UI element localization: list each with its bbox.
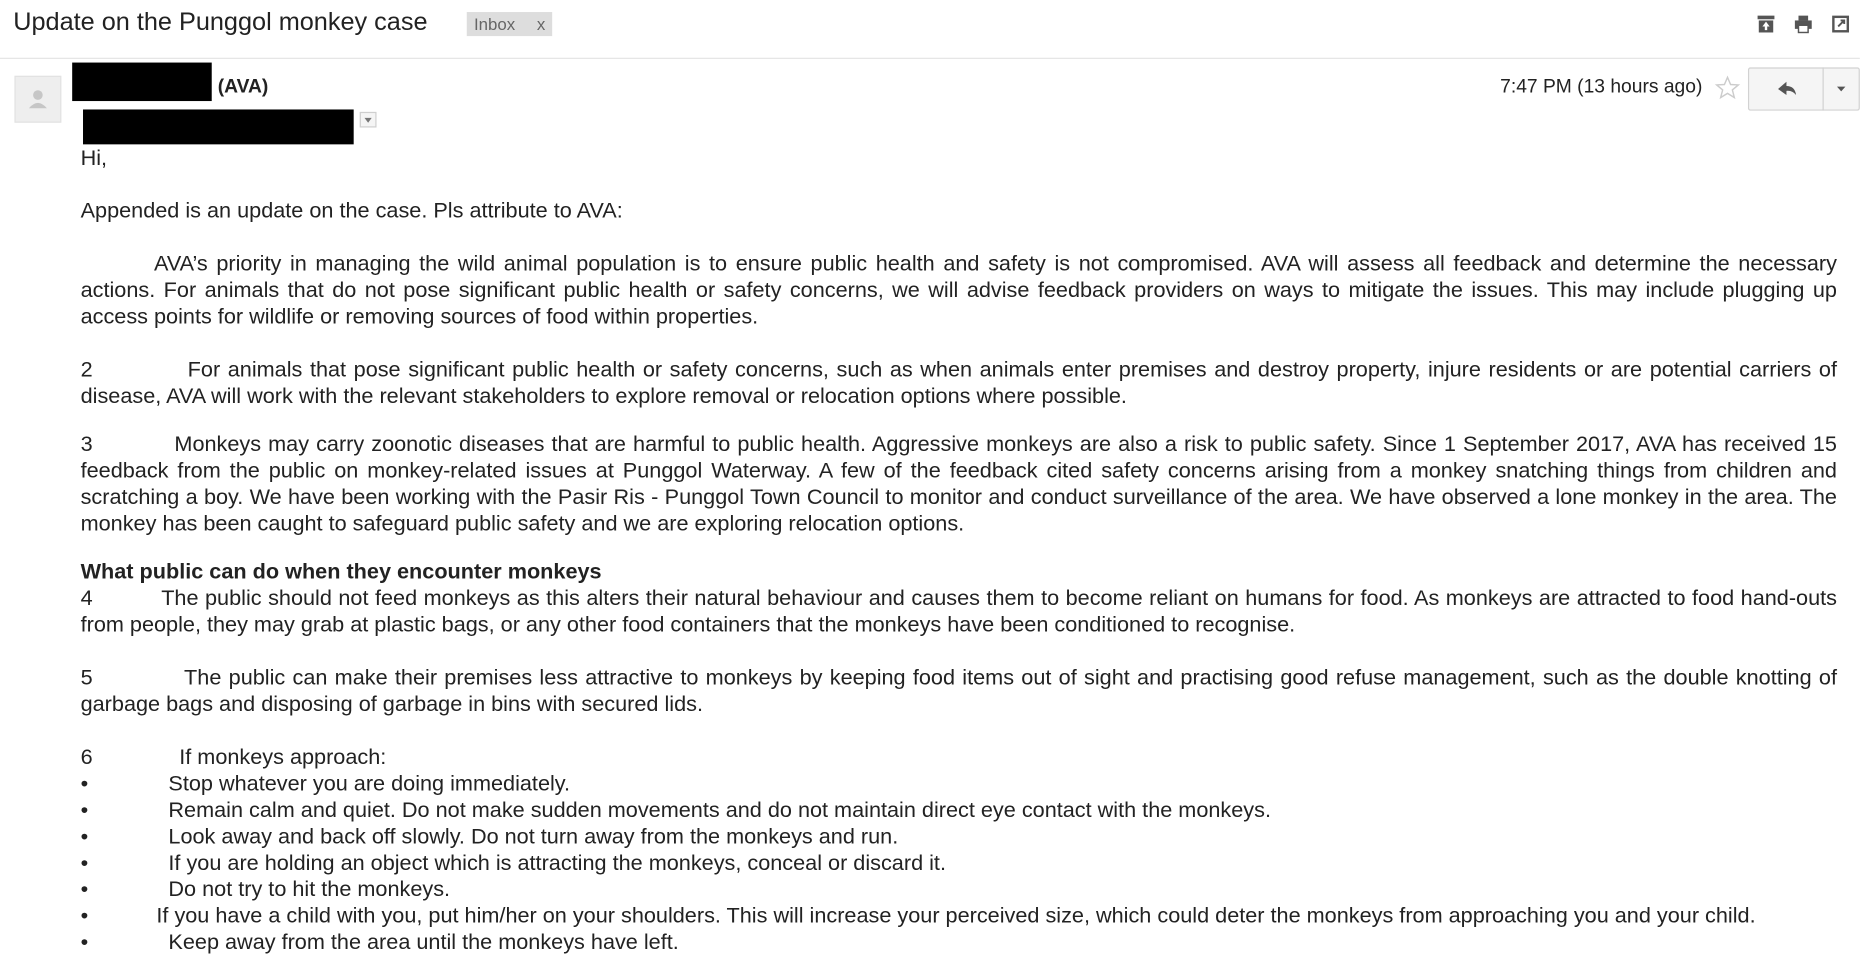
more-dropdown-icon — [1824, 69, 1859, 110]
print-icon[interactable] — [1794, 14, 1813, 33]
bullet-marker: • — [80, 797, 89, 822]
bullet-marker: • — [80, 876, 89, 902]
bullet-marker: • — [80, 929, 89, 954]
list-item — [81, 929, 1837, 955]
greeting: Hi, — [80, 145, 108, 170]
reply-icon — [1749, 69, 1822, 110]
list-item — [81, 849, 1837, 875]
sender-org: (AVA) — [217, 76, 269, 98]
paragraph-3 — [81, 431, 1837, 537]
new-window-icon[interactable] — [1831, 14, 1850, 33]
section-heading: What public can do when they encounter monkeys — [80, 559, 602, 584]
intro-line: Appended is an update on the case. Pls attribute to AVA: — [80, 198, 623, 223]
paragraph-2 — [81, 356, 1837, 409]
reply-button[interactable] — [1748, 67, 1824, 110]
paragraph-number: 2 — [80, 357, 93, 382]
subject-header — [0, 0, 1860, 59]
paragraph-number: 3 — [80, 431, 93, 456]
paragraph-4-text: The public should not feed monkeys as this alters their natural behaviour and causes them to become reliant on humans for food. As monkeys are attracted to food hand-outs from people, they may grab at plastic bags, or any other food containers that the monkeys have been conditioned to recognise. — [80, 585, 1837, 637]
paragraph-1: AVA’s priority in managing the wild animal population is to ensure public health and safety is not compromised. AVA will assess all feedback and determine the necessary actions. For animals that do not pose significant public health or safety concerns, we will advise feedback providers on ways to mitigate the issues. This may include plugging up access points for wildlife or removing sources of food within properties. — [80, 251, 1837, 329]
redacted-recipient — [83, 109, 354, 144]
star-icon[interactable] — [1714, 75, 1740, 101]
bullet-marker: • — [80, 903, 89, 928]
message-body — [81, 144, 1837, 955]
recipient-dropdown-icon — [361, 113, 375, 126]
inbox-label[interactable] — [467, 12, 553, 36]
list-item — [81, 796, 1837, 822]
avatar-icon — [16, 77, 61, 122]
list-item — [81, 770, 1837, 796]
inbox-label-text: Inbox — [473, 14, 516, 34]
list-item-text: If you are holding an object which is attracting the monkeys, conceal or discard it. — [168, 850, 946, 875]
list-item-text: Remain calm and quiet. Do not make sudden movements and do not maintain direct eye contact with the monkeys. — [168, 797, 1271, 822]
bullet-marker: • — [80, 824, 89, 849]
paragraph-number: 5 — [80, 665, 93, 690]
paragraph-6-text: If monkeys approach: — [179, 744, 387, 769]
recipient-details-button[interactable] — [360, 112, 377, 128]
archive-icon[interactable] — [1756, 14, 1775, 33]
bullet-marker: • — [80, 771, 89, 796]
list-item-text: Stop whatever you are doing immediately. — [168, 771, 571, 796]
list-item-text: If you have a child with you, put him/her on your shoulders. This will increase your perceived size, which could deter the monkeys from approaching you and your child. — [156, 903, 1756, 928]
paragraph-2-text: For animals that pose significant public health or safety concerns, such as when animals enter premises and destroy property, injure residents or are potential carriers of disease, AVA will work with the relevant stakeholders to explore removal or relocation options where possible. — [80, 357, 1837, 408]
list-item — [81, 823, 1837, 849]
paragraph-number: 6 — [80, 744, 93, 769]
list-item-text: Look away and back off slowly. Do not turn away from the monkeys and run. — [168, 824, 899, 849]
paragraph-number: 4 — [80, 585, 93, 610]
bullet-marker: • — [80, 850, 89, 875]
more-actions-button[interactable] — [1823, 67, 1860, 110]
paragraph-5-text: The public can make their premises less attractive to monkeys by keeping food items out of sight and practising good refuse management, such as the double knotting of garbage bags and disposing of garbage in bins with secured lids. — [80, 665, 1837, 716]
email-subject: Update on the Punggol monkey case — [13, 8, 428, 37]
paragraph-3-text: Monkeys may carry zoonotic diseases that are harmful to public health. Aggressive monkeys are also a risk to public safety. Since 1 September 2017, AVA has received 15 feedback from the public on monkey-related issues at Punggol Waterway. A few of the feedback cited safety concerns arising from a monkey snatching things from children and scratching a boy. We have been working with the Pasir Ris - Punggol Town Council to monitor and conduct surveillance of the area. We have observed a lone monkey in the area. The monkey has been caught to safeguard public safety and we are exploring relocation options. — [80, 431, 1837, 536]
paragraph-6 — [81, 743, 1837, 769]
list-item-text: Do not try to hit the monkeys. — [168, 876, 451, 902]
list-item-text: Keep away from the area until the monkeys have left. — [168, 929, 679, 954]
redacted-sender-name — [72, 63, 212, 101]
remove-label-button[interactable]: x — [536, 14, 546, 34]
message-timestamp: 7:47 PM (13 hours ago) — [1500, 76, 1703, 98]
list-item — [81, 876, 1837, 902]
paragraph-5 — [81, 664, 1837, 717]
list-item — [81, 902, 1837, 928]
avatar[interactable] — [14, 76, 61, 123]
paragraph-4 — [81, 585, 1837, 638]
